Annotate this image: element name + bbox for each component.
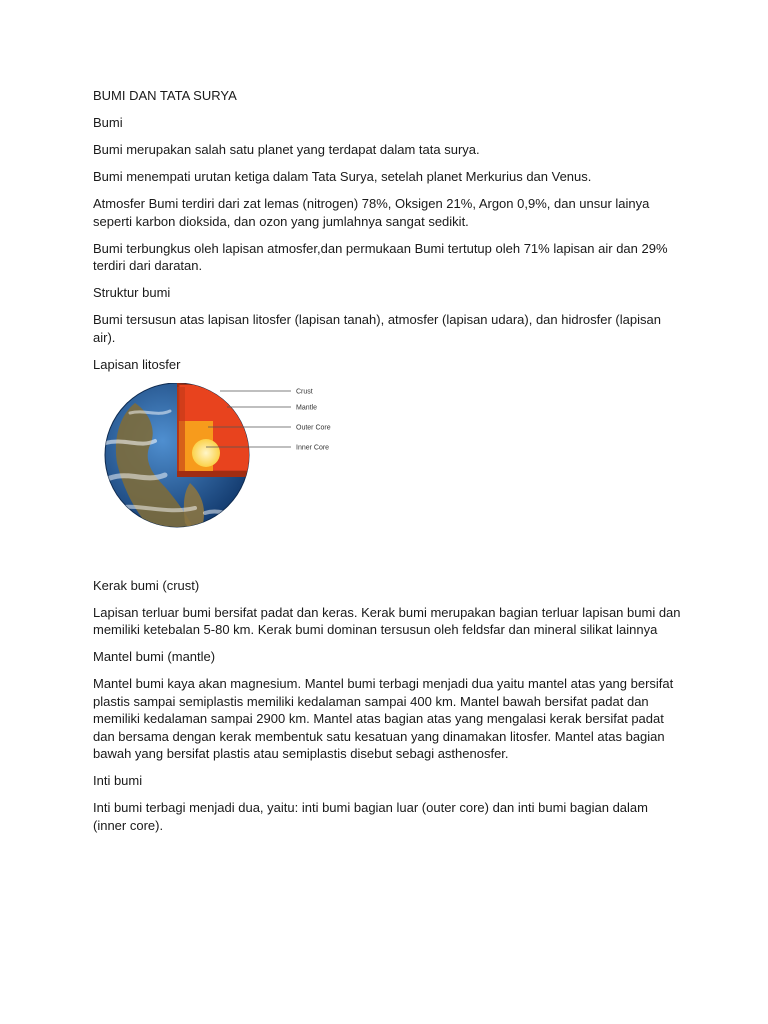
document-page	[93, 87, 683, 844]
paragraph: Mantel bumi kaya akan magnesium. Mantel bumi terbagi menjadi dua yaitu mantel atas yang bersifat plastis sampai semiplastis memiliki kedalaman sampai 400 km. Mantel bawah bersifat padat dan memiliki kedalaman sampai 2900 km. Mantel atas bagian atas yang mengalasi kerak bersifat padat dan bersama dengan kerak membentuk satu kesatuan yang dinamakan litosfer. Mantel atas bagian bawah yang bersifat plastis atau semiplastis disebut sebagi asthenosfer.	[93, 676, 674, 761]
document-title: BUMI DAN TATA SURYA	[93, 88, 237, 103]
paragraph: Lapisan terluar bumi bersifat padat dan keras. Kerak bumi merupakan bagian terluar lapisan bumi dan memiliki ketebalan 5-80 km. Kerak bumi dominan tersusun oleh feldsfar dan mineral silikat lainnya	[93, 604, 681, 637]
heading-inti-bumi: Inti bumi	[93, 773, 143, 788]
label-outer-core: Outer Core	[296, 424, 331, 431]
heading-kerak-bumi: Kerak bumi (crust)	[93, 577, 200, 593]
heading-struktur-bumi: Struktur bumi	[93, 285, 171, 300]
earth-layers-figure	[95, 383, 365, 533]
earth-layers-illustration	[95, 383, 365, 533]
paragraph: Atmosfer Bumi terdiri dari zat lemas (nitrogen) 78%, Oksigen 21%, Argon 0,9%, dan unsur lainya seperti karbon dioksida, dan ozon yang jumlahnya sangat sedikit.	[93, 196, 650, 229]
heading-lapisan-litosfer: Lapisan litosfer	[93, 356, 181, 372]
paragraph: Bumi menempati urutan ketiga dalam Tata Surya, setelah planet Merkurius dan Venus.	[93, 169, 592, 184]
earth-cutaway-icon	[177, 383, 249, 477]
paragraph: Bumi terbungkus oleh lapisan atmosfer,dan permukaan Bumi tertutup oleh 71% lapisan air dan 29% terdiri dari daratan.	[93, 240, 668, 273]
label-inner-core: Inner Core	[296, 444, 330, 451]
label-mantle: Mantle	[296, 404, 318, 411]
heading-mantel-bumi: Mantel bumi (mantle)	[93, 649, 216, 664]
label-crust: Crust	[296, 388, 313, 395]
paragraph: Inti bumi terbagi menjadi dua, yaitu: inti bumi bagian luar (outer core) dan inti bumi bagian dalam (inner core).	[93, 800, 648, 833]
paragraph: Bumi tersusun atas lapisan litosfer (lapisan tanah), atmosfer (lapisan udara), dan hidrosfer (lapisan air).	[93, 312, 661, 345]
paragraph: Bumi merupakan salah satu planet yang terdapat dalam tata surya.	[93, 142, 480, 157]
heading-bumi: Bumi	[93, 115, 123, 130]
